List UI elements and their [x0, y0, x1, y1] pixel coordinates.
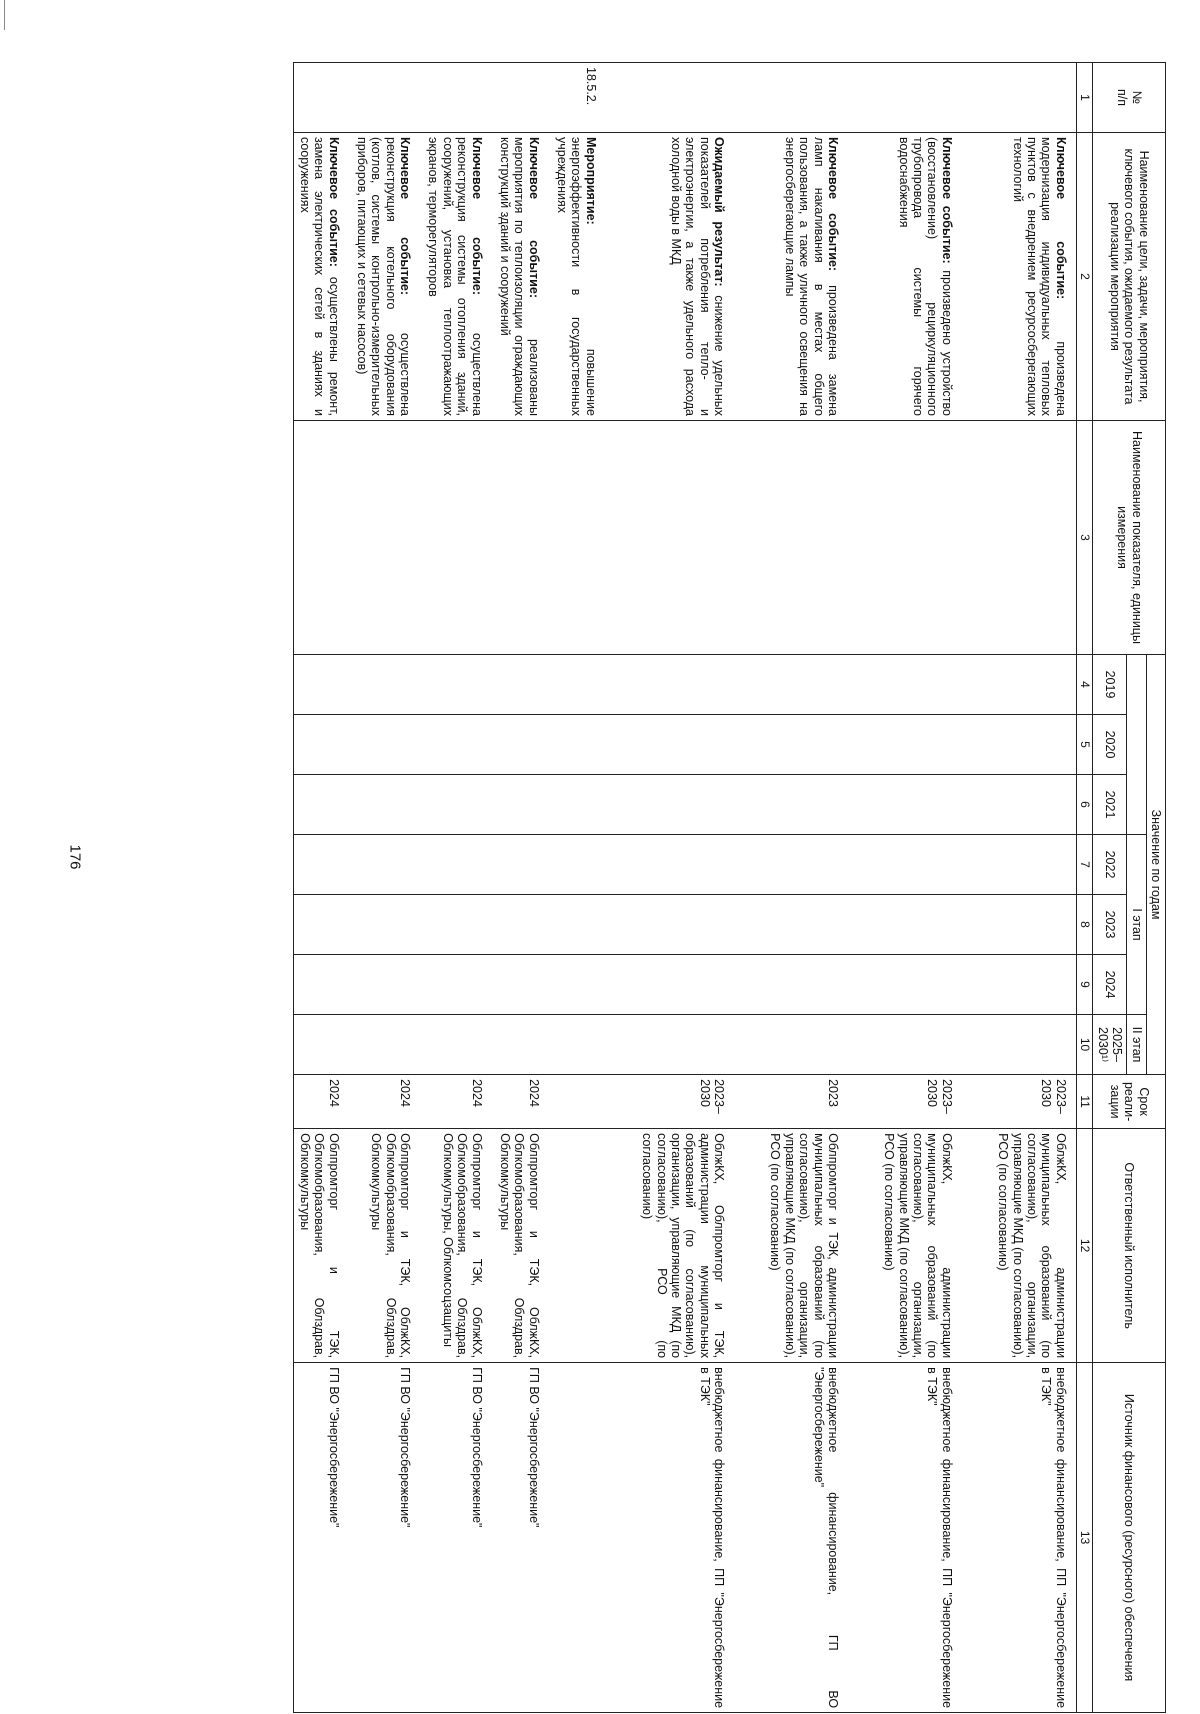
spacer-cell: [601, 835, 637, 895]
spacer-cell: [487, 63, 495, 133]
row-num-cell: 18.5.2.: [552, 63, 601, 133]
spacer-cell: [601, 775, 637, 835]
scan-edge-mark: [4, 0, 5, 30]
col-number-3: 3: [1076, 421, 1093, 655]
col-number-1: 1: [1076, 63, 1093, 133]
row-year-value-cell: [495, 1015, 544, 1075]
row-year-value-cell: [423, 655, 487, 715]
row-executor-cell: ОблжКХ, администрации муниципальных образований (по согласованию), организации, управляющие МКД (по согласованию), РСО (по согласованию): [879, 1129, 957, 1363]
row-executor-cell: Облпромторг и ТЭК, ОблжКХ, Облкомобразования, Облздрав, Облкомкультуры: [352, 1129, 416, 1363]
spacer-cell: [415, 775, 423, 835]
spacer-cell: [344, 715, 352, 775]
row-term-cell: 2023–2030: [879, 1075, 957, 1129]
spacer-cell: [544, 63, 552, 133]
row-text: снижение удельных показателей потребления тепло- и электроэнергии, а также удельного расхода холодной воды в МКД: [668, 137, 727, 416]
row-year-value-cell: [423, 955, 487, 1015]
row-year-value-cell: [294, 1015, 344, 1075]
spacer-cell: [957, 1363, 993, 1713]
spacer-cell: [843, 63, 879, 133]
spacer-cell: [415, 421, 423, 655]
row-label: Ключевое событие:: [469, 137, 484, 295]
spacer-cell: [344, 63, 352, 133]
row-term-cell: 2024: [352, 1075, 416, 1129]
col-number-6: 6: [1076, 775, 1093, 835]
table-row: [423, 63, 487, 1713]
spacer-cell: [843, 1015, 879, 1075]
spacer-cell: [843, 1363, 879, 1713]
row-year-value-cell: [879, 955, 957, 1015]
spacer-cell: [729, 133, 765, 421]
col-number-9: 9: [1076, 955, 1093, 1015]
spacer-cell: [843, 715, 879, 775]
row-year-value-cell: [352, 955, 416, 1015]
row-spacer: [415, 63, 423, 1713]
spacer-cell: [957, 1075, 993, 1129]
row-year-value-cell: [765, 1015, 843, 1075]
row-source-cell: внебюджетное финансирование, ПП "Энергосбережение в ТЭК": [993, 1363, 1076, 1713]
row-num-cell: [879, 63, 957, 133]
spacer-cell: [487, 955, 495, 1015]
spacer-cell: [843, 421, 879, 655]
row-year-value-cell: [765, 895, 843, 955]
spacer-cell: [487, 133, 495, 421]
table-row: [879, 63, 957, 1713]
spacer-cell: [487, 655, 495, 715]
row-year-value-cell: [552, 775, 601, 835]
row-text: произведена модернизация индивидуальных тепловых пунктов с внедрением ресурсосберегающих технологий: [1010, 137, 1068, 416]
spacer-cell: [729, 1015, 765, 1075]
row-num-cell: [765, 63, 843, 133]
spacer-cell: [601, 1363, 637, 1713]
row-year-value-cell: [765, 955, 843, 1015]
row-year-value-cell: [423, 835, 487, 895]
row-term-cell: 2023–2030: [637, 1075, 729, 1129]
header-year-2024: 2024: [1093, 955, 1127, 1015]
spacer-cell: [544, 421, 552, 655]
row-text: повышение энергоэффективности в государственных учреждениях: [555, 137, 598, 416]
spacer-cell: [843, 1129, 879, 1363]
spacer-cell: [544, 895, 552, 955]
row-indicator-cell: [637, 421, 729, 655]
row-name-cell: [637, 133, 729, 421]
spacer-cell: [344, 1015, 352, 1075]
spacer-cell: [601, 715, 637, 775]
row-source-cell: ГП ВО "Энергосбережение": [294, 1363, 344, 1713]
row-source-cell: внебюджетное финансирование, ПП "Энергосбережение в ТЭК": [637, 1363, 729, 1713]
spacer-cell: [344, 1363, 352, 1713]
spacer-cell: [843, 775, 879, 835]
row-year-value-cell: [552, 655, 601, 715]
spacer-cell: [957, 775, 993, 835]
spacer-cell: [544, 715, 552, 775]
spacer-cell: [843, 955, 879, 1015]
row-source-cell: ГП ВО "Энергосбережение": [423, 1363, 487, 1713]
col-number-5: 5: [1076, 715, 1093, 775]
col-number-2: 2: [1076, 133, 1093, 421]
row-indicator-cell: [552, 421, 601, 655]
row-indicator-cell: [423, 421, 487, 655]
spacer-cell: [415, 895, 423, 955]
row-name-cell: [765, 133, 843, 421]
row-year-value-cell: [352, 835, 416, 895]
row-indicator-cell: [879, 421, 957, 655]
spacer-cell: [843, 655, 879, 715]
spacer-cell: [957, 895, 993, 955]
header-num: № п/п: [1093, 63, 1166, 133]
page-number: 176: [66, 844, 84, 870]
row-year-value-cell: [637, 1015, 729, 1075]
row-year-value-cell: [993, 895, 1076, 955]
row-year-value-cell: [637, 895, 729, 955]
header-year-2019: 2019: [1093, 655, 1127, 715]
spacer-cell: [601, 63, 637, 133]
col-number-8: 8: [1076, 895, 1093, 955]
spacer-cell: [729, 63, 765, 133]
row-year-value-cell: [993, 775, 1076, 835]
header-year-2022: 2022: [1093, 835, 1127, 895]
table-body: [294, 63, 1076, 1713]
row-text: осуществлена реконструкция котельного оборудования (котлов, системы контрольно-измерительных приборов, питающих и сетевых насосов): [354, 137, 413, 416]
header-values-group: Значение по годам: [1146, 655, 1165, 1075]
spacer-cell: [415, 835, 423, 895]
row-year-value-cell: [495, 895, 544, 955]
spacer-cell: [729, 1075, 765, 1129]
row-source-cell: [552, 1363, 601, 1713]
row-year-value-cell: [423, 1015, 487, 1075]
header-year-2023: 2023: [1093, 895, 1127, 955]
col-number-4: 4: [1076, 655, 1093, 715]
table-row: [294, 63, 344, 1713]
row-year-value-cell: [765, 715, 843, 775]
row-year-value-cell: [294, 955, 344, 1015]
row-year-value-cell: [352, 1015, 416, 1075]
header-stage-2: II этап: [1127, 1015, 1146, 1075]
row-year-value-cell: [294, 715, 344, 775]
col-number-13: 13: [1076, 1363, 1093, 1713]
row-executor-cell: ОблжКХ, Облпромторг и ТЭК, администрации муниципальных образований (по согласованию), организации, управляющие МКД (по согласованию), РСО (по согласованию): [637, 1129, 729, 1363]
spacer-cell: [544, 775, 552, 835]
row-term-cell: 2024: [294, 1075, 344, 1129]
row-year-value-cell: [294, 655, 344, 715]
spacer-cell: [487, 1075, 495, 1129]
spacer-cell: [601, 133, 637, 421]
spacer-cell: [601, 1075, 637, 1129]
row-spacer: [487, 63, 495, 1713]
row-year-value-cell: [294, 775, 344, 835]
row-term-cell: 2023–2030: [993, 1075, 1076, 1129]
row-year-value-cell: [552, 895, 601, 955]
row-text: произведена замена ламп накаливания в местах общего пользования, а также уличного освещения на энергосберегающие лампы: [782, 137, 840, 416]
row-spacer: [601, 63, 637, 1713]
row-term-cell: 2024: [423, 1075, 487, 1129]
spacer-cell: [729, 895, 765, 955]
row-name-cell: [423, 133, 487, 421]
row-label: Мероприятие:: [583, 137, 598, 225]
spacer-cell: [729, 1129, 765, 1363]
spacer-cell: [415, 133, 423, 421]
row-num-cell: [637, 63, 729, 133]
row-year-value-cell: [993, 715, 1076, 775]
row-executor-cell: Облпромторг и ТЭК, ОблжКХ, Облкомобразования, Облздрав, Облкомкультуры, Облкомсоцзащиты: [423, 1129, 487, 1363]
spacer-cell: [487, 835, 495, 895]
header-executor: Ответственный исполнитель: [1093, 1129, 1166, 1363]
table-row: [637, 63, 729, 1713]
row-name-cell: [879, 133, 957, 421]
row-year-value-cell: [879, 775, 957, 835]
spacer-cell: [344, 775, 352, 835]
row-year-value-cell: [552, 835, 601, 895]
header-term: Срок реали-зации: [1093, 1075, 1166, 1129]
row-executor-cell: Облпромторг и ТЭК, ОблжКХ, Облкомобразования, Облздрав, Облкомкультуры: [495, 1129, 544, 1363]
spacer-cell: [544, 1129, 552, 1363]
spacer-cell: [544, 1363, 552, 1713]
row-source-cell: внебюджетное финансирование, ГП ВО "Энергосбережение": [765, 1363, 843, 1713]
row-year-value-cell: [552, 955, 601, 1015]
row-year-value-cell: [879, 835, 957, 895]
spacer-cell: [415, 63, 423, 133]
spacer-cell: [544, 655, 552, 715]
spacer-cell: [729, 955, 765, 1015]
row-source-cell: ГП ВО "Энергосбережение": [352, 1363, 416, 1713]
spacer-cell: [729, 655, 765, 715]
row-spacer: [957, 63, 993, 1713]
row-year-value-cell: [637, 955, 729, 1015]
row-executor-cell: Облпромторг и ТЭК, администрации муниципальных образований (по согласованию), организации, управляющие МКД (по согласованию), РСО (по согласованию): [765, 1129, 843, 1363]
row-num-cell: [423, 63, 487, 133]
spacer-cell: [415, 1129, 423, 1363]
spacer-cell: [729, 835, 765, 895]
row-year-value-cell: [993, 1015, 1076, 1075]
spacer-cell: [344, 655, 352, 715]
table-row: [993, 63, 1076, 1713]
row-text: осуществлены ремонт, замена электрических сетей в зданиях и сооружениях: [297, 137, 341, 416]
row-label: Ключевое событие:: [526, 137, 541, 298]
row-year-value-cell: [637, 715, 729, 775]
row-year-value-cell: [765, 775, 843, 835]
col-number-12: 12: [1076, 1129, 1093, 1363]
spacer-cell: [487, 895, 495, 955]
row-year-value-cell: [993, 955, 1076, 1015]
row-year-value-cell: [495, 835, 544, 895]
table-row: [352, 63, 416, 1713]
row-indicator-cell: [294, 421, 344, 655]
col-number-10: 10: [1076, 1015, 1093, 1075]
row-spacer: [729, 63, 765, 1713]
row-indicator-cell: [352, 421, 416, 655]
row-label: Ключевое событие:: [326, 137, 341, 267]
spacer-cell: [957, 835, 993, 895]
row-year-value-cell: [637, 835, 729, 895]
row-indicator-cell: [495, 421, 544, 655]
spacer-cell: [957, 955, 993, 1015]
row-executor-cell: ОблжКХ, администрации муниципальных образований (по согласованию), организации, управляющие МКД (по согласованию), РСО (по согласованию): [993, 1129, 1076, 1363]
row-name-cell: [552, 133, 601, 421]
spacer-cell: [487, 421, 495, 655]
spacer-cell: [544, 955, 552, 1015]
row-text: осуществлена реконструкция системы отопления зданий, сооружений, установка теплоотражающих экранов, терморегуляторов: [426, 137, 484, 416]
row-year-value-cell: [552, 715, 601, 775]
header-name: Наименование цели, задачи, мероприятия, ключевого события, ожидаемого результата реализации мероприятия: [1093, 133, 1166, 421]
row-year-value-cell: [352, 655, 416, 715]
row-year-value-cell: [423, 775, 487, 835]
spacer-cell: [601, 1129, 637, 1363]
spacer-cell: [843, 835, 879, 895]
row-term-cell: 2023: [765, 1075, 843, 1129]
row-label: Ожидаемый результат:: [712, 137, 727, 287]
row-source-cell: внебюджетное финансирование, ПП "Энергосбережение в ТЭК": [879, 1363, 957, 1713]
row-term-cell: 2024: [495, 1075, 544, 1129]
table-row: [765, 63, 843, 1713]
spacer-cell: [957, 63, 993, 133]
row-name-cell: [352, 133, 416, 421]
spacer-cell: [957, 715, 993, 775]
spacer-cell: [344, 1129, 352, 1363]
row-year-value-cell: [352, 775, 416, 835]
spacer-cell: [487, 775, 495, 835]
spacer-cell: [843, 1075, 879, 1129]
row-num-cell: [993, 63, 1076, 133]
spacer-cell: [729, 421, 765, 655]
spacer-cell: [344, 835, 352, 895]
row-indicator-cell: [765, 421, 843, 655]
row-spacer: [344, 63, 352, 1713]
spacer-cell: [957, 133, 993, 421]
spacer-cell: [729, 775, 765, 835]
row-year-value-cell: [495, 955, 544, 1015]
spacer-cell: [415, 1363, 423, 1713]
spacer-cell: [415, 715, 423, 775]
row-name-cell: [993, 133, 1076, 421]
col-number-11: 11: [1076, 1075, 1093, 1129]
spacer-cell: [957, 421, 993, 655]
spacer-cell: [729, 715, 765, 775]
spacer-cell: [487, 1363, 495, 1713]
row-year-value-cell: [879, 1015, 957, 1075]
row-year-value-cell: [765, 655, 843, 715]
row-indicator-cell: [993, 421, 1076, 655]
row-year-value-cell: [495, 715, 544, 775]
spacer-cell: [415, 1015, 423, 1075]
row-year-value-cell: [495, 655, 544, 715]
header-source: Источник финансового (ресурсного) обеспечения: [1093, 1363, 1166, 1713]
spacer-cell: [344, 421, 352, 655]
spacer-cell: [344, 955, 352, 1015]
row-term-cell: [552, 1075, 601, 1129]
row-num-cell: [294, 63, 344, 133]
row-year-value-cell: [495, 775, 544, 835]
spacer-cell: [601, 1015, 637, 1075]
row-year-value-cell: [294, 895, 344, 955]
row-year-value-cell: [637, 775, 729, 835]
spacer-cell: [957, 1015, 993, 1075]
table-row: [495, 63, 544, 1713]
row-executor-cell: [552, 1129, 601, 1363]
row-year-value-cell: [423, 895, 487, 955]
row-label: Ключевое событие:: [939, 137, 954, 264]
spacer-cell: [601, 955, 637, 1015]
row-label: Ключевое событие:: [825, 137, 840, 272]
spacer-cell: [601, 655, 637, 715]
spacer-cell: [544, 133, 552, 421]
spacer-cell: [487, 1129, 495, 1363]
spacer-cell: [843, 895, 879, 955]
row-year-value-cell: [993, 655, 1076, 715]
row-label: Ключевое событие:: [398, 137, 413, 295]
spacer-cell: [415, 655, 423, 715]
row-year-value-cell: [765, 835, 843, 895]
spacer-cell: [957, 1129, 993, 1363]
row-year-value-cell: [352, 895, 416, 955]
row-text: реализованы мероприятия по теплоизоляции ограждающих конструкций зданий и сооружений: [497, 137, 541, 416]
spacer-cell: [487, 715, 495, 775]
row-year-value-cell: [352, 715, 416, 775]
header-indicator: Наименование показателя, единицы измерения: [1093, 421, 1166, 655]
row-executor-cell: Облпромторг и ТЭК, Облкомобразования, Облздрав, Облкомкультуры: [294, 1129, 344, 1363]
row-year-value-cell: [552, 1015, 601, 1075]
spacer-cell: [487, 1015, 495, 1075]
rotated-table-page: [104, 62, 1166, 1712]
row-year-value-cell: [294, 835, 344, 895]
spacer-cell: [843, 133, 879, 421]
row-num-cell: [495, 63, 544, 133]
row-label: Ключевое событие:: [1053, 137, 1068, 300]
row-year-value-cell: [879, 895, 957, 955]
spacer-cell: [544, 835, 552, 895]
spacer-cell: [344, 895, 352, 955]
header-year-2021: 2021: [1093, 775, 1127, 835]
header-stage-1: I этап: [1127, 835, 1146, 1015]
table-row: [552, 63, 601, 1713]
header-stage-blank: [1127, 655, 1146, 835]
spacer-cell: [415, 1075, 423, 1129]
measures-table: [293, 62, 1166, 1713]
spacer-cell: [957, 655, 993, 715]
spacer-cell: [729, 1363, 765, 1713]
row-year-value-cell: [423, 715, 487, 775]
spacer-cell: [601, 895, 637, 955]
row-num-cell: [352, 63, 416, 133]
spacer-cell: [415, 955, 423, 1015]
row-spacer: [843, 63, 879, 1713]
spacer-cell: [544, 1015, 552, 1075]
row-year-value-cell: [993, 835, 1076, 895]
row-year-value-cell: [879, 715, 957, 775]
header-year-2020: 2020: [1093, 715, 1127, 775]
spacer-cell: [344, 1075, 352, 1129]
row-text: произведено устройство (восстановление) рециркуляционного трубопровода системы горячего водоснабжения: [896, 137, 954, 416]
spacer-cell: [601, 421, 637, 655]
row-year-value-cell: [637, 655, 729, 715]
spacer-cell: [344, 133, 352, 421]
col-number-7: 7: [1076, 835, 1093, 895]
row-spacer: [544, 63, 552, 1713]
row-name-cell: [495, 133, 544, 421]
header-year-2025-2030: 2025–2030¹⁾: [1093, 1015, 1127, 1075]
row-source-cell: ГП ВО "Энергосбережение": [495, 1363, 544, 1713]
row-name-cell: [294, 133, 344, 421]
spacer-cell: [544, 1075, 552, 1129]
row-year-value-cell: [879, 655, 957, 715]
